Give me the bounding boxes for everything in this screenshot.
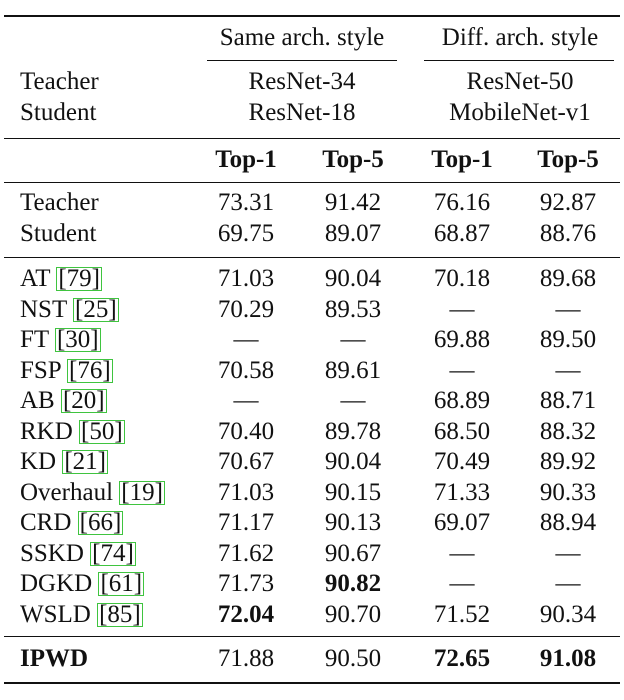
value-cell: 76.16 [433, 189, 491, 216]
value-cell: 71.52 [433, 600, 491, 628]
g1-teacher-model: ResNet-34 [248, 68, 356, 95]
method-name [20, 188, 99, 218]
value-cell: 91.42 [324, 189, 382, 216]
value-cell: 88.94 [539, 509, 597, 536]
value-cell: 71.17 [217, 509, 275, 536]
method-label: KD [20, 448, 57, 475]
metric-top5-g2: Top-5 [537, 146, 599, 173]
value-cell: 90.04 [324, 448, 382, 475]
group1-header: Same arch. style [219, 24, 385, 51]
method-label: Teacher [20, 189, 99, 216]
value-cell: 92.87 [539, 189, 597, 216]
value-cell: 72.04 [217, 600, 275, 628]
teacher-label: Teacher [20, 68, 99, 95]
value-cell: 89.61 [324, 356, 382, 384]
citation-link[interactable]: [74] [92, 539, 134, 567]
value-cell: 72.65 [433, 645, 491, 672]
method-label: RKD [20, 417, 73, 445]
top-rule [4, 15, 620, 17]
value-cell: 88.32 [539, 417, 597, 445]
citation-link[interactable]: [19] [121, 478, 163, 506]
citation-link[interactable]: [79] [58, 265, 101, 292]
method-label: SSKD [20, 539, 84, 567]
value-cell: 71.88 [217, 645, 275, 672]
method-name [20, 447, 108, 477]
g2-teacher-model: ResNet-50 [466, 68, 574, 95]
value-cell: 88.71 [539, 387, 597, 414]
method-name [20, 569, 144, 599]
value-cell: 90.70 [324, 600, 382, 628]
value-cell: 69.88 [433, 326, 491, 353]
method-name [20, 219, 96, 249]
value-cell: — [449, 539, 475, 567]
method-name [20, 295, 119, 325]
method-name [20, 264, 102, 294]
value-cell: — [449, 570, 475, 597]
bottom-rule [4, 682, 620, 684]
value-cell: 73.31 [217, 189, 275, 216]
g2-student-model: MobileNet-v1 [449, 99, 591, 126]
value-cell: 70.29 [217, 295, 275, 323]
value-cell: 68.87 [433, 220, 491, 247]
method-name [20, 417, 125, 447]
value-cell: 90.67 [324, 539, 382, 567]
method-name [20, 356, 113, 386]
metric-top5-g1: Top-5 [322, 146, 384, 173]
citation-link[interactable]: [20] [62, 387, 105, 414]
value-cell: 89.53 [324, 295, 382, 323]
student-label: Student [20, 99, 97, 126]
value-cell: 70.18 [433, 265, 491, 292]
value-cell: 70.58 [217, 356, 275, 384]
method-label: FT [20, 326, 49, 353]
g1-student-model: ResNet-18 [248, 99, 356, 126]
value-cell: 69.07 [433, 509, 491, 536]
citation-link[interactable]: [85] [99, 600, 141, 628]
method-label: Student [20, 220, 97, 247]
value-cell: 89.68 [539, 265, 597, 292]
group2-header: Diff. arch. style [441, 24, 599, 51]
value-cell: — [555, 356, 581, 384]
method-name [20, 386, 107, 416]
value-cell: 91.08 [539, 645, 597, 672]
citation-link[interactable]: [50] [81, 417, 123, 445]
value-cell: 71.03 [217, 478, 275, 506]
value-cell: 90.13 [324, 509, 382, 536]
citation-link[interactable]: [61] [100, 570, 143, 597]
value-cell: 71.33 [433, 478, 491, 506]
method-name [20, 644, 88, 674]
header-rule [4, 138, 620, 139]
method-label: DGKD [20, 570, 93, 597]
metric-top1-g1: Top-1 [215, 146, 277, 173]
group2-underline [424, 60, 614, 61]
value-cell: 71.62 [217, 539, 275, 567]
method-name [20, 600, 143, 630]
method-label: Overhaul [20, 478, 114, 506]
value-cell: 70.49 [433, 448, 491, 475]
citation-link[interactable]: [76] [69, 356, 111, 384]
value-cell: 89.07 [324, 220, 382, 247]
value-cell: 68.89 [433, 387, 491, 414]
value-cell: 70.40 [217, 417, 275, 445]
value-cell: 90.15 [324, 478, 382, 506]
baseline-rule [4, 257, 620, 258]
value-cell: 90.50 [324, 645, 382, 672]
citation-link[interactable]: [66] [79, 509, 122, 536]
value-cell: — [340, 387, 366, 414]
value-cell: — [233, 326, 259, 353]
method-name [20, 325, 101, 355]
method-label: AB [20, 387, 55, 414]
value-cell: — [449, 356, 475, 384]
value-cell: — [555, 570, 581, 597]
group1-underline [207, 60, 397, 61]
metric-top1-g2: Top-1 [431, 146, 493, 173]
method-name [20, 508, 123, 538]
value-cell: — [340, 326, 366, 353]
citation-link[interactable]: [21] [64, 448, 107, 475]
value-cell: 90.82 [324, 570, 382, 597]
value-cell: — [555, 295, 581, 323]
value-cell: 70.67 [217, 448, 275, 475]
value-cell: 90.04 [324, 265, 382, 292]
value-cell: 89.78 [324, 417, 382, 445]
value-cell: — [449, 295, 475, 323]
method-label: WSLD [20, 600, 91, 628]
value-cell: — [233, 387, 259, 414]
citation-link[interactable]: [30] [56, 326, 99, 353]
value-cell: 71.73 [217, 570, 275, 597]
value-cell: 89.50 [539, 326, 597, 353]
metric-rule [4, 182, 620, 183]
value-cell: 88.76 [539, 220, 597, 247]
method-rule [4, 636, 620, 637]
value-cell: — [555, 539, 581, 567]
value-cell: 89.92 [539, 448, 597, 475]
method-name [20, 478, 165, 508]
value-cell: 71.03 [217, 265, 275, 292]
value-cell: 90.34 [539, 600, 597, 628]
method-label: FSP [20, 356, 61, 384]
value-cell: 68.50 [433, 417, 491, 445]
method-label: NST [20, 295, 67, 323]
citation-link[interactable]: [25] [75, 295, 117, 323]
value-cell: 90.33 [539, 478, 597, 506]
method-label: CRD [20, 509, 72, 536]
method-label: IPWD [20, 645, 89, 672]
method-label: AT [20, 265, 51, 292]
method-name [20, 539, 136, 569]
value-cell: 69.75 [217, 220, 275, 247]
